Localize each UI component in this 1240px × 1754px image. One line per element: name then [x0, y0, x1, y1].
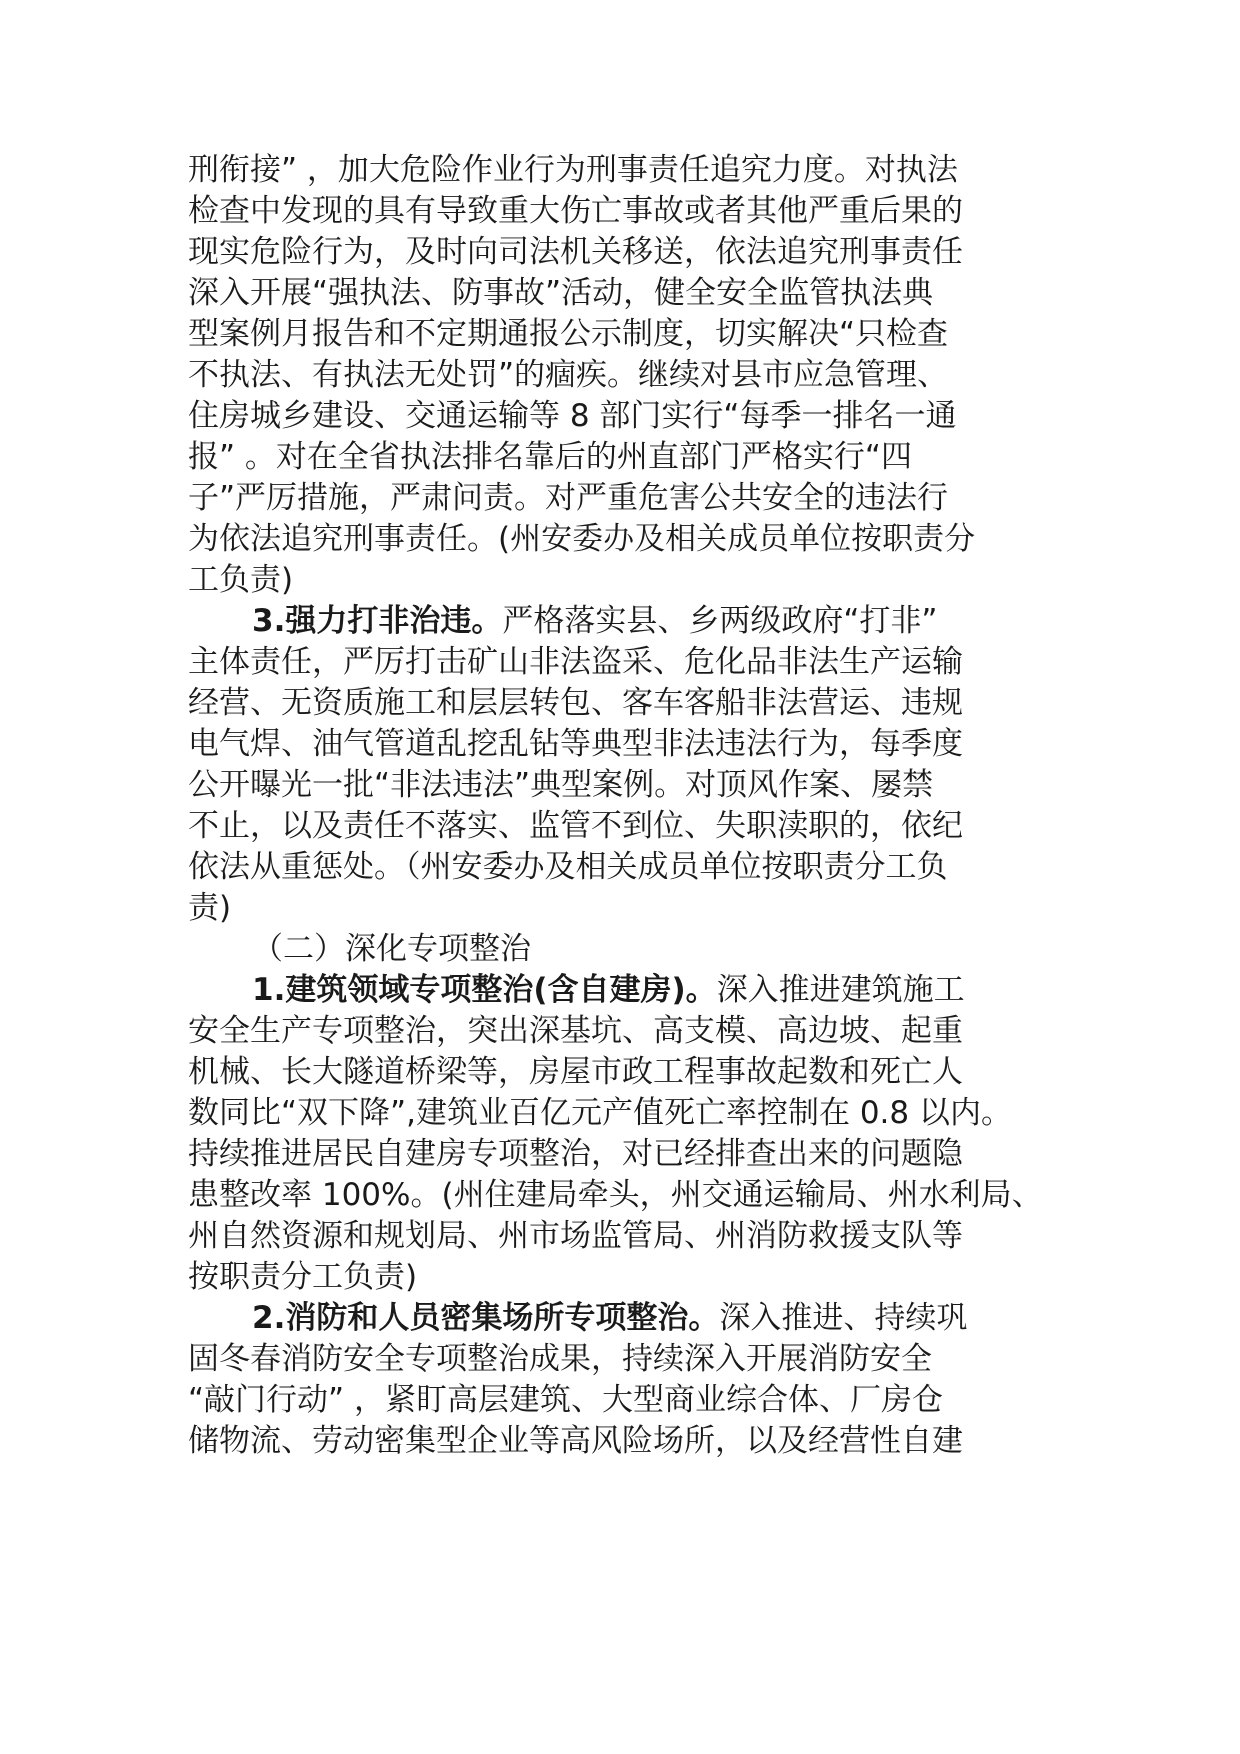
- text-line: 主体责任，严厉打击矿山非法盗采、危化品非法生产运输: [188, 644, 963, 680]
- section-3-first-line-text: 严格落实县、乡两级政府“打非”: [502, 603, 938, 639]
- text-line: 安全生产专项整治，突出深基坑、高支模、高边坡、起重: [188, 1013, 963, 1049]
- text-line: 责): [188, 890, 232, 926]
- text-line: 住房城乡建设、交通运输等 8 部门实行“每季一排名一通: [188, 398, 957, 434]
- section-3-heading: 3.强力打非治违。: [252, 603, 503, 639]
- text-line: 数同比“双下降”,建筑业百亿元产值死亡率控制在 0.8 以内。: [188, 1095, 1012, 1131]
- text-line: 检查中发现的具有导致重大伤亡事故或者其他严重后果的: [188, 193, 963, 229]
- document-page: [188, 150, 1060, 1462]
- paragraph-item-2: [188, 1339, 1060, 1462]
- text-line: 子”严厉措施，严肃问责。对严重危害公共安全的违法行: [188, 480, 949, 516]
- item-2-heading: 2.消防和人员密集场所专项整治。: [252, 1300, 720, 1336]
- paragraph-law-enforcement: [188, 150, 1060, 601]
- text-line: 报” 。对在全省执法排名靠后的州直部门严格实行“四: [188, 439, 912, 475]
- text-line: 固冬春消防安全专项整治成果，持续深入开展消防安全: [188, 1341, 932, 1377]
- text-line: 经营、无资质施工和层层转包、客车客船非法营运、违规: [188, 685, 963, 721]
- paragraph-section-3: [188, 642, 1060, 929]
- text-line: 为依法追究刑事责任。(州安委办及相关成员单位按职责分: [188, 521, 976, 557]
- section-3-first-line: [188, 601, 1060, 642]
- text-line: 刑衔接” ，加大危险作业行为刑事责任追究力度。对执法: [188, 152, 958, 188]
- text-line: 患整改率 100%。(州住建局牵头，州交通运输局、州水利局、: [188, 1177, 1043, 1213]
- text-line: 机械、长大隧道桥梁等，房屋市政工程事故起数和死亡人: [188, 1054, 963, 1090]
- subheading-deepen-special-rectification: （二）深化专项整治: [252, 931, 531, 967]
- text-line: 公开曝光一批“非法违法”典型案例。对顶风作案、屡禁: [188, 767, 934, 803]
- text-line: 型案例月报告和不定期通报公示制度，切实解决“只检查: [188, 316, 949, 352]
- text-line: 现实危险行为，及时向司法机关移送，依法追究刑事责任: [188, 234, 963, 270]
- text-line: 不执法、有执法无处罚”的痼疾。继续对县市应急管理、: [188, 357, 949, 393]
- item-1-first-line-text: 深入推进建筑施工: [716, 972, 965, 1008]
- text-line: 电气焊、油气管道乱挖乱钻等典型非法违法行为，每季度: [188, 726, 963, 762]
- text-line: 按职责分工负责): [188, 1259, 418, 1295]
- paragraph-item-1: [188, 1011, 1060, 1298]
- text-line: 依法从重惩处。（州安委办及相关成员单位按职责分工负: [188, 849, 948, 885]
- text-line: 持续推进居民自建房专项整治，对已经排查出来的问题隐: [188, 1136, 963, 1172]
- text-line: “敲门行动” ，紧盯高层建筑、大型商业综合体、厂房仓: [188, 1382, 943, 1418]
- text-line: 工负责): [188, 562, 294, 598]
- text-line: 不止，以及责任不落实、监管不到位、失职渎职的，依纪: [188, 808, 963, 844]
- item-2-first-line-text: 深入推进、持续巩: [719, 1300, 968, 1336]
- item-1-heading: 1.建筑领域专项整治(含自建房)。: [252, 972, 717, 1008]
- item-1-first-line: [188, 970, 1060, 1011]
- text-line: 深入开展“强执法、防事故”活动，健全安全监管执法典: [188, 275, 934, 311]
- item-2-first-line: [188, 1298, 1060, 1339]
- text-line: 储物流、劳动密集型企业等高风险场所，以及经营性自建: [188, 1423, 963, 1459]
- text-line: 州自然资源和规划局、州市场监管局、州消防救援支队等: [188, 1218, 963, 1254]
